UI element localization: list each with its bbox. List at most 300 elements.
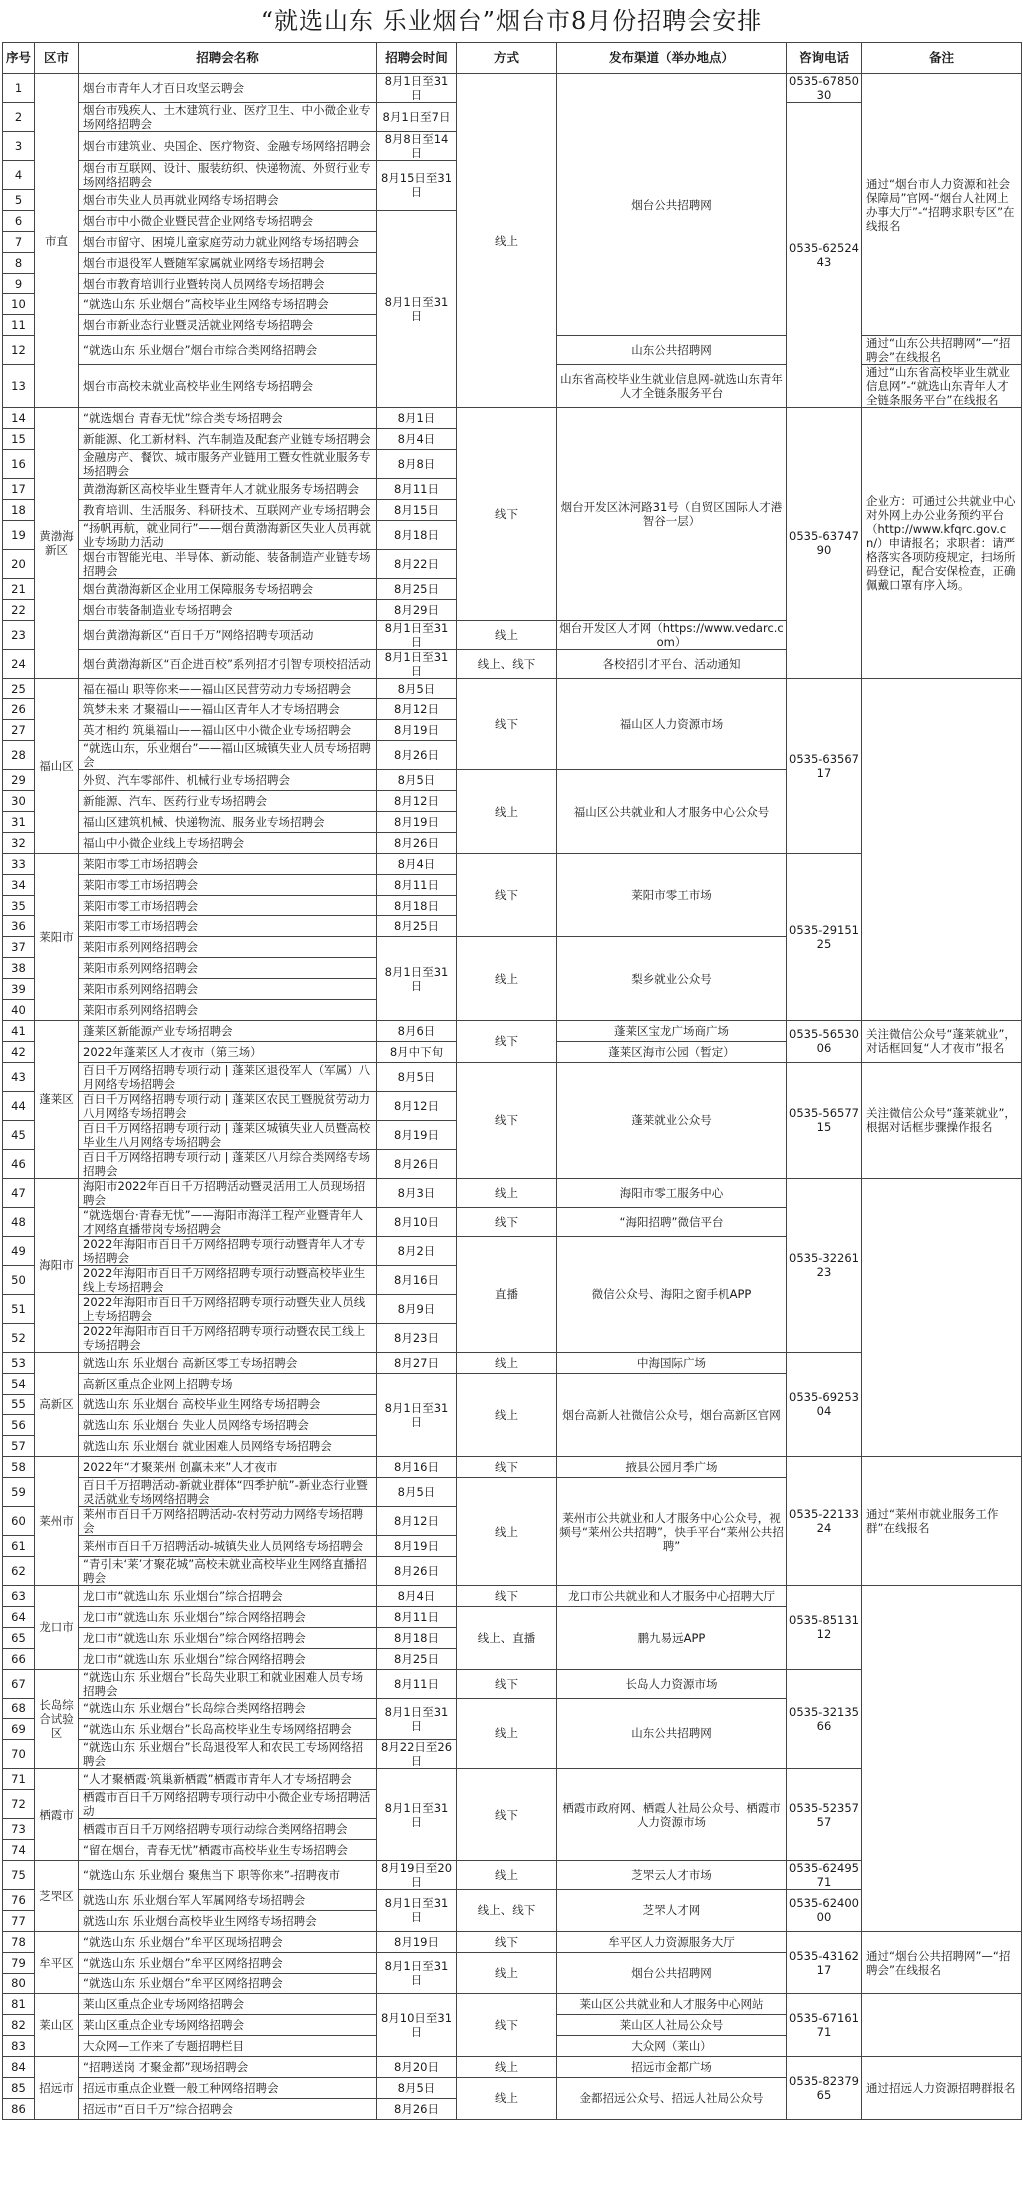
table-row — [3, 1020, 1022, 1041]
fair-name-cell: 烟台市失业人员再就业网络专场招聘会 — [79, 190, 377, 211]
fair-time-cell: 8月26日 — [377, 2098, 457, 2119]
fair-time-cell: 8月25日 — [377, 578, 457, 599]
channel-cell: 烟台高新人社微信公众号，烟台高新区官网 — [557, 1373, 787, 1457]
row-index: 86 — [3, 2098, 35, 2119]
fair-name-cell: 2022年“才聚莱州 创赢未来”人才夜市 — [79, 1457, 377, 1478]
row-index: 83 — [3, 2036, 35, 2057]
row-index: 8 — [3, 252, 35, 273]
row-index: 14 — [3, 408, 35, 429]
table-row — [3, 408, 1022, 429]
fair-name-cell: 龙口市“就选山东 乐业烟台”综合网络招聘会 — [79, 1648, 377, 1669]
fair-time-cell: 8月18日 — [377, 1627, 457, 1648]
row-index: 82 — [3, 2015, 35, 2036]
fair-time-cell: 8月26日 — [377, 1149, 457, 1178]
mode-cell: 线下 — [457, 853, 557, 937]
fair-time-cell: 8月19日 — [377, 1931, 457, 1952]
row-index: 81 — [3, 1994, 35, 2015]
phone-cell: 0535-6785030 — [787, 74, 862, 103]
channel-cell: 烟台公共招聘网 — [557, 74, 787, 336]
row-index: 66 — [3, 1648, 35, 1669]
fair-name-cell: 教育培训、生活服务、科研技术、互联网产业专场招聘会 — [79, 499, 377, 520]
fair-name-cell: “就选山东 乐业烟台”烟台市综合类网络招聘会 — [79, 336, 377, 365]
row-index: 18 — [3, 499, 35, 520]
row-index: 74 — [3, 1840, 35, 1861]
fair-time-cell: 8月11日 — [377, 479, 457, 500]
job-fair-schedule-table — [2, 42, 1022, 2120]
table-row — [3, 1062, 1022, 1091]
table-row — [3, 1994, 1022, 2015]
fair-time-cell: 8月1日至31日 — [377, 649, 457, 678]
channel-cell: 蓬莱区海市公园（暂定） — [557, 1041, 787, 1062]
phone-cell: 0535-6374790 — [787, 408, 862, 678]
mode-cell: 线下 — [457, 1062, 557, 1178]
fair-time-cell: 8月5日 — [377, 1478, 457, 1507]
mode-cell: 线上 — [457, 1478, 557, 1586]
fair-time-cell: 8月27日 — [377, 1352, 457, 1373]
phone-cell: 0535-5235757 — [787, 1769, 862, 1861]
fair-time-cell: 8月22日 — [377, 549, 457, 578]
row-index: 59 — [3, 1478, 35, 1507]
phone-cell: 0535-8237965 — [787, 2057, 862, 2120]
fair-time-cell: 8月4日 — [377, 429, 457, 450]
channel-cell: 鹏九易远APP — [557, 1606, 787, 1669]
mode-cell: 线上 — [457, 1860, 557, 1889]
mode-cell: 线上 — [457, 2057, 557, 2078]
channel-cell: 莱山区人社局公众号 — [557, 2015, 787, 2036]
row-index: 26 — [3, 699, 35, 720]
remarks-cell — [862, 1994, 1022, 2057]
fair-time-cell: 8月25日 — [377, 1648, 457, 1669]
table-row — [3, 1931, 1022, 1952]
fair-time-cell: 8月12日 — [377, 791, 457, 812]
district-cell: 招远市 — [35, 2057, 79, 2120]
channel-cell: 山东省高校毕业生就业信息网-就选山东青年人才全链条服务平台 — [557, 365, 787, 408]
mode-cell: 线上 — [457, 620, 557, 649]
row-index: 16 — [3, 450, 35, 479]
channel-cell: 芝罘云人才市场 — [557, 1860, 787, 1889]
channel-cell: 芝罘人才网 — [557, 1889, 787, 1931]
fair-name-cell: 烟台市建筑业、央国企、医疗物资、金融专场网络招聘会 — [79, 132, 377, 161]
district-cell: 海阳市 — [35, 1178, 79, 1352]
fair-name-cell: 就选山东 乐业烟台军人军属网络专场招聘会 — [79, 1889, 377, 1910]
row-index: 41 — [3, 1020, 35, 1041]
fair-name-cell: 莱阳市系列网络招聘会 — [79, 958, 377, 979]
mode-cell: 线下 — [457, 1457, 557, 1478]
channel-cell: 烟台开发区人才网（https://www.vedarc.com） — [557, 620, 787, 649]
row-index: 48 — [3, 1207, 35, 1236]
mode-cell: 线下 — [457, 1994, 557, 2057]
row-index: 20 — [3, 549, 35, 578]
fair-time-cell: 8月19日 — [377, 812, 457, 833]
mode-cell: 线上、线下 — [457, 649, 557, 678]
fair-time-cell: 8月18日 — [377, 520, 457, 549]
phone-cell: 0535-6252443 — [787, 103, 862, 408]
row-index: 56 — [3, 1415, 35, 1436]
row-index: 25 — [3, 678, 35, 699]
fair-time-cell: 8月26日 — [377, 741, 457, 770]
row-index: 22 — [3, 599, 35, 620]
mode-cell: 线下 — [457, 1585, 557, 1606]
mode-cell: 线上 — [457, 1352, 557, 1373]
channel-cell: 蓬莱就业公众号 — [557, 1062, 787, 1178]
fair-time-cell: 8月1日至31日 — [377, 210, 457, 407]
row-index: 35 — [3, 895, 35, 916]
phone-cell: 0535-8513112 — [787, 1585, 862, 1669]
row-index: 17 — [3, 479, 35, 500]
fair-name-cell: 2022年海阳市百日千万网络招聘专项行动暨高校毕业生线上专场招聘会 — [79, 1265, 377, 1294]
row-index: 71 — [3, 1769, 35, 1790]
mode-cell: 线上、直播 — [457, 1606, 557, 1669]
row-index: 46 — [3, 1149, 35, 1178]
row-index: 30 — [3, 791, 35, 812]
row-index: 43 — [3, 1062, 35, 1091]
mode-cell: 线上 — [457, 1952, 557, 1994]
fair-name-cell: 龙口市“就选山东 乐业烟台”综合招聘会 — [79, 1585, 377, 1606]
row-index: 2 — [3, 103, 35, 132]
row-index: 6 — [3, 210, 35, 231]
remarks-cell: 通过“烟台公共招聘网”—“招聘会”在线报名 — [862, 1931, 1022, 1994]
district-cell: 黄渤海新区 — [35, 408, 79, 678]
fair-time-cell: 8月1日至31日 — [377, 1769, 457, 1861]
row-index: 62 — [3, 1556, 35, 1585]
fair-name-cell: 高新区重点企业网上招聘专场 — [79, 1373, 377, 1394]
fair-name-cell: 2022年海阳市百日千万网络招聘专项行动暨青年人才专场招聘会 — [79, 1236, 377, 1265]
fair-time-cell: 8月1日至31日 — [377, 620, 457, 649]
row-index: 79 — [3, 1952, 35, 1973]
fair-name-cell: 招远市“百日千万”综合招聘会 — [79, 2098, 377, 2119]
fair-time-cell: 8月23日 — [377, 1323, 457, 1352]
fair-name-cell: 莱山区重点企业专场网络招聘会 — [79, 2015, 377, 2036]
row-index: 37 — [3, 937, 35, 958]
fair-name-cell: 就选山东 乐业烟台 高校毕业生网络专场招聘会 — [79, 1394, 377, 1415]
remarks-cell: 通过“莱州市就业服务工作群”在线报名 — [862, 1457, 1022, 1586]
fair-name-cell: 烟台市留守、困境儿童家庭劳动力就业网络专场招聘会 — [79, 231, 377, 252]
row-index: 7 — [3, 231, 35, 252]
row-index: 34 — [3, 874, 35, 895]
fair-name-cell: “就选山东 乐业烟台”长岛失业职工和就业困难人员专场招聘会 — [79, 1669, 377, 1698]
mode-cell: 线下 — [457, 1669, 557, 1698]
remarks-cell: 关注微信公众号“蓬莱就业”，对话框回复“人才夜市”报名 — [862, 1020, 1022, 1062]
fair-time-cell: 8月1日至31日 — [377, 1373, 457, 1457]
channel-cell: 烟台公共招聘网 — [557, 1952, 787, 1994]
channel-cell: 招远市金都广场 — [557, 2057, 787, 2078]
row-index: 21 — [3, 578, 35, 599]
row-index: 73 — [3, 1819, 35, 1840]
fair-name-cell: 烟台市教育培训行业暨转岗人员网络专场招聘会 — [79, 273, 377, 294]
fair-time-cell: 8月11日 — [377, 1606, 457, 1627]
row-index: 31 — [3, 812, 35, 833]
fair-name-cell: 莱山区重点企业专场网络招聘会 — [79, 1994, 377, 2015]
fair-name-cell: 烟台黄渤海新区“百日千万”网络招聘专项活动 — [79, 620, 377, 649]
channel-cell: 海阳市零工服务中心 — [557, 1178, 787, 1207]
phone-cell: 0535-5653006 — [787, 1020, 862, 1062]
row-index: 77 — [3, 1910, 35, 1931]
header-mode: 方式 — [457, 43, 557, 74]
row-index: 76 — [3, 1889, 35, 1910]
district-cell: 莱州市 — [35, 1457, 79, 1586]
fair-time-cell: 8月26日 — [377, 1556, 457, 1585]
fair-time-cell: 8月1日 — [377, 408, 457, 429]
fair-time-cell: 8月1日至31日 — [377, 1889, 457, 1931]
channel-cell: 福山区人力资源市场 — [557, 678, 787, 770]
phone-cell: 0535-2915125 — [787, 853, 862, 1020]
row-index: 27 — [3, 720, 35, 741]
row-index: 13 — [3, 365, 35, 408]
fair-name-cell: “留在烟台，青春无忧”栖霞市高校毕业生专场招聘会 — [79, 1840, 377, 1861]
fair-name-cell: 烟台市互联网、设计、服装纺织、快递物流、外贸行业专场网络招聘会 — [79, 161, 377, 190]
channel-cell: 莱山区公共就业和人才服务中心网站 — [557, 1994, 787, 2015]
table-body — [3, 74, 1022, 2120]
fair-name-cell: “招聘送岗 才聚金都”现场招聘会 — [79, 2057, 377, 2078]
fair-name-cell: 莱阳市零工市场招聘会 — [79, 874, 377, 895]
channel-cell: 龙口市公共就业和人才服务中心招聘大厅 — [557, 1585, 787, 1606]
row-index: 4 — [3, 161, 35, 190]
row-index: 44 — [3, 1091, 35, 1120]
fair-time-cell: 8月15日 — [377, 499, 457, 520]
phone-cell: 0535-6356717 — [787, 678, 862, 853]
phone-cell: 0535-6716171 — [787, 1994, 862, 2057]
channel-cell: 牟平区人力资源服务大厅 — [557, 1931, 787, 1952]
fair-time-cell: 8月12日 — [377, 699, 457, 720]
fair-time-cell: 8月1日至31日 — [377, 1698, 457, 1740]
mode-cell: 线下 — [457, 1769, 557, 1861]
mode-cell: 直播 — [457, 1236, 557, 1352]
fair-name-cell: 2022年蓬莱区人才夜市（第三场） — [79, 1041, 377, 1062]
mode-cell: 线上、线下 — [457, 1889, 557, 1931]
fair-time-cell: 8月15日至31日 — [377, 161, 457, 211]
fair-time-cell: 8月5日 — [377, 2077, 457, 2098]
fair-name-cell: 筑梦未来 才聚福山——福山区青年人才专场招聘会 — [79, 699, 377, 720]
phone-cell: 0535-6925304 — [787, 1352, 862, 1456]
fair-time-cell: 8月3日 — [377, 1178, 457, 1207]
channel-cell: 梨乡就业公众号 — [557, 937, 787, 1021]
fair-time-cell: 8月16日 — [377, 1457, 457, 1478]
channel-cell: 蓬莱区宝龙广场商广场 — [557, 1020, 787, 1041]
fair-time-cell: 8月22日至26日 — [377, 1740, 457, 1769]
fair-time-cell: 8月10日 — [377, 1207, 457, 1236]
fair-name-cell: 烟台市高校未就业高校毕业生网络专场招聘会 — [79, 365, 377, 408]
fair-time-cell: 8月5日 — [377, 770, 457, 791]
fair-name-cell: 龙口市“就选山东 乐业烟台”综合网络招聘会 — [79, 1627, 377, 1648]
fair-name-cell: 烟台市中小微企业暨民营企业网络专场招聘会 — [79, 210, 377, 231]
channel-cell: “海阳招聘”微信平台 — [557, 1207, 787, 1236]
row-index: 57 — [3, 1436, 35, 1457]
phone-cell: 0535-2213324 — [787, 1457, 862, 1586]
channel-cell: 莱州市公共就业和人才服务中心公众号，视频号“莱州公共招聘”，快手平台“莱州公共招聘” — [557, 1478, 787, 1586]
row-index: 72 — [3, 1790, 35, 1819]
fair-time-cell: 8月18日 — [377, 895, 457, 916]
table-row — [3, 2057, 1022, 2078]
phone-cell: 0535-6240000 — [787, 1889, 862, 1931]
fair-time-cell: 8月25日 — [377, 916, 457, 937]
row-index: 24 — [3, 649, 35, 678]
row-index: 51 — [3, 1294, 35, 1323]
row-index: 61 — [3, 1536, 35, 1557]
channel-cell: 烟台开发区沐河路31号（自贸区国际人才港智谷一层） — [557, 408, 787, 620]
row-index: 5 — [3, 190, 35, 211]
district-cell: 栖霞市 — [35, 1769, 79, 1861]
fair-time-cell: 8月中下旬 — [377, 1041, 457, 1062]
fair-time-cell: 8月19日 — [377, 720, 457, 741]
header-index: 序号 — [3, 43, 35, 74]
fair-name-cell: 福山区建筑机械、快递物流、服务业专场招聘会 — [79, 812, 377, 833]
fair-name-cell: “就选山东 乐业烟台”牟平区现场招聘会 — [79, 1931, 377, 1952]
fair-name-cell: 莱州市百日千万招聘活动-城镇失业人员网络专场招聘会 — [79, 1536, 377, 1557]
channel-cell: 金都招远公众号、招远人社局公众号 — [557, 2077, 787, 2119]
fair-name-cell: 栖霞市百日千万网络招聘专项行动中小微企业专场招聘活动 — [79, 1790, 377, 1819]
mode-cell: 线下 — [457, 408, 557, 620]
row-index: 1 — [3, 74, 35, 103]
fair-name-cell: 就选山东 乐业烟台 高新区零工专场招聘会 — [79, 1352, 377, 1373]
channel-cell: 各校招引才平台、活动通知 — [557, 649, 787, 678]
fair-name-cell: 大众网—工作来了专题招聘栏目 — [79, 2036, 377, 2057]
remarks-cell: 通过“烟台市人力资源和社会保障局”官网-“烟台人社网上办事大厅”-“招聘求职专区”在线报名 — [862, 74, 1022, 336]
fair-name-cell: 百日千万网络招聘专项行动 | 蓬莱区退役军人（军属）八月网络专场招聘会 — [79, 1062, 377, 1091]
fair-name-cell: 烟台市青年人才百日攻坚云聘会 — [79, 74, 377, 103]
header-remarks: 备注 — [862, 43, 1022, 74]
phone-cell: 0535-5657715 — [787, 1062, 862, 1178]
fair-name-cell: 龙口市“就选山东 乐业烟台”综合网络招聘会 — [79, 1606, 377, 1627]
fair-name-cell: 莱阳市系列网络招聘会 — [79, 1000, 377, 1021]
fair-time-cell: 8月1日至31日 — [377, 937, 457, 1021]
row-index: 36 — [3, 916, 35, 937]
row-index: 32 — [3, 832, 35, 853]
fair-name-cell: 就选山东 乐业烟台高校毕业生网络专场招聘会 — [79, 1910, 377, 1931]
fair-name-cell: “就选山东 乐业烟台”长岛退役军人和农民工专场网络招聘会 — [79, 1740, 377, 1769]
district-cell: 莱山区 — [35, 1994, 79, 2057]
fair-time-cell: 8月12日 — [377, 1091, 457, 1120]
fair-name-cell: “就选山东，乐业烟台”——福山区城镇失业人员专场招聘会 — [79, 741, 377, 770]
fair-name-cell: 百日千万网络招聘专项行动 | 蓬莱区农民工暨脱贫劳动力八月网络专场招聘会 — [79, 1091, 377, 1120]
fair-name-cell: 烟台市残疾人、土木建筑行业、医疗卫生、中小微企业专场网络招聘会 — [79, 103, 377, 132]
row-index: 29 — [3, 770, 35, 791]
row-index: 69 — [3, 1719, 35, 1740]
district-cell: 长岛综合试验区 — [35, 1669, 79, 1769]
fair-time-cell: 8月1日至31日 — [377, 74, 457, 103]
district-cell: 市直 — [35, 74, 79, 408]
row-index: 80 — [3, 1973, 35, 1994]
district-cell: 莱阳市 — [35, 853, 79, 1020]
row-index: 3 — [3, 132, 35, 161]
remarks-cell: 通过“山东省高校毕业生就业信息网”-“就选山东青年人才全链条服务平台”在线报名 — [862, 365, 1022, 408]
row-index: 75 — [3, 1860, 35, 1889]
fair-name-cell: 莱州市百日千万网络招聘活动-农村劳动力网络专场招聘会 — [79, 1507, 377, 1536]
fair-time-cell: 8月9日 — [377, 1294, 457, 1323]
row-index: 64 — [3, 1606, 35, 1627]
phone-cell: 0535-6249571 — [787, 1860, 862, 1889]
fair-name-cell: 2022年海阳市百日千万网络招聘专项行动暨农民工线上专场招聘会 — [79, 1323, 377, 1352]
fair-name-cell: 黄渤海新区高校毕业生暨青年人才就业服务专场招聘会 — [79, 479, 377, 500]
fair-name-cell: 栖霞市百日千万网络招聘专项行动综合类网络招聘会 — [79, 1819, 377, 1840]
fair-time-cell: 8月11日 — [377, 1669, 457, 1698]
remarks-cell — [862, 1178, 1022, 1456]
mode-cell: 线上 — [457, 1698, 557, 1769]
channel-cell: 栖霞市政府网、栖霞人社局公众号、栖霞市人力资源市场 — [557, 1769, 787, 1861]
district-cell: 高新区 — [35, 1352, 79, 1456]
fair-name-cell: “人才聚栖霞·筑巢新栖霞”栖霞市青年人才专场招聘会 — [79, 1769, 377, 1790]
row-index: 12 — [3, 336, 35, 365]
fair-name-cell: 金融房产、餐饮、城市服务产业链用工暨女性就业服务专场招聘会 — [79, 450, 377, 479]
fair-name-cell: 烟台市退役军人暨随军家属就业网络专场招聘会 — [79, 252, 377, 273]
fair-name-cell: 百日千万招聘活动-新就业群体“四季护航”-新业态行业暨灵活就业专场网络招聘会 — [79, 1478, 377, 1507]
fair-name-cell: 外贸、汽车零部件、机械行业专场招聘会 — [79, 770, 377, 791]
fair-time-cell: 8月4日 — [377, 853, 457, 874]
row-index: 11 — [3, 315, 35, 336]
fair-name-cell: 莱阳市零工市场招聘会 — [79, 895, 377, 916]
fair-name-cell: “就选山东 乐业烟台”高校毕业生网络专场招聘会 — [79, 294, 377, 315]
row-index: 54 — [3, 1373, 35, 1394]
fair-name-cell: 就选山东 乐业烟台 失业人员网络专场招聘会 — [79, 1415, 377, 1436]
district-cell: 蓬莱区 — [35, 1020, 79, 1178]
fair-name-cell: 招远市重点企业暨一般工种网络招聘会 — [79, 2077, 377, 2098]
row-index: 19 — [3, 520, 35, 549]
fair-name-cell: 新能源、化工新材料、汽车制造及配套产业链专场招聘会 — [79, 429, 377, 450]
fair-time-cell: 8月11日 — [377, 874, 457, 895]
row-index: 85 — [3, 2077, 35, 2098]
remarks-cell — [862, 1585, 1022, 1931]
fair-time-cell: 8月19日 — [377, 1120, 457, 1149]
remarks-cell: 企业方：可通过公共就业中心对外网上办公业务预约平台（http://www.kfqrc.gov.cn/）申请报名；求职者：请严格落实各项防疫规定，扫场所码登记，配合安保检查，正确佩戴口罩有序入场。 — [862, 408, 1022, 678]
channel-cell: 长岛人力资源市场 — [557, 1669, 787, 1698]
table-row — [3, 1457, 1022, 1478]
row-index: 40 — [3, 1000, 35, 1021]
fair-time-cell: 8月5日 — [377, 678, 457, 699]
fair-time-cell: 8月19日 — [377, 1536, 457, 1557]
fair-name-cell: “就选山东 乐业烟台”牟平区网络招聘会 — [79, 1952, 377, 1973]
row-index: 52 — [3, 1323, 35, 1352]
fair-name-cell: 烟台市装备制造业专场招聘会 — [79, 599, 377, 620]
mode-cell: 线下 — [457, 1931, 557, 1952]
fair-name-cell: 莱阳市零工市场招聘会 — [79, 916, 377, 937]
fair-time-cell: 8月1日至31日 — [377, 1952, 457, 1994]
fair-name-cell: “青引未‘莱’才聚花城”高校未就业高校毕业生网络直播招聘会 — [79, 1556, 377, 1585]
fair-name-cell: “就选山东 乐业烟台”长岛高校毕业生专场网络招聘会 — [79, 1719, 377, 1740]
district-cell: 福山区 — [35, 678, 79, 853]
row-index: 70 — [3, 1740, 35, 1769]
mode-cell: 线下 — [457, 678, 557, 770]
row-index: 28 — [3, 741, 35, 770]
row-index: 33 — [3, 853, 35, 874]
row-index: 15 — [3, 429, 35, 450]
remarks-cell — [862, 678, 1022, 1020]
row-index: 47 — [3, 1178, 35, 1207]
row-index: 55 — [3, 1394, 35, 1415]
fair-name-cell: 福山中小微企业线上专场招聘会 — [79, 832, 377, 853]
header-phone: 咨询电话 — [787, 43, 862, 74]
row-index: 10 — [3, 294, 35, 315]
table-row — [3, 1585, 1022, 1606]
row-index: 42 — [3, 1041, 35, 1062]
fair-name-cell: 就选山东 乐业烟台 就业困难人员网络专场招聘会 — [79, 1436, 377, 1457]
fair-time-cell: 8月19日至20日 — [377, 1860, 457, 1889]
table-row — [3, 74, 1022, 103]
fair-name-cell: “扬帆再航，就业同行”——烟台黄渤海新区失业人员再就业专场助力活动 — [79, 520, 377, 549]
mode-cell: 线上 — [457, 1178, 557, 1207]
mode-cell: 线上 — [457, 937, 557, 1021]
fair-name-cell: 海阳市2022年百日千万招聘活动暨灵活用工人员现场招聘会 — [79, 1178, 377, 1207]
remarks-cell: 关注微信公众号“蓬莱就业”，根据对话框步骤操作报名 — [862, 1062, 1022, 1178]
row-index: 65 — [3, 1627, 35, 1648]
fair-time-cell: 8月1日至7日 — [377, 103, 457, 132]
fair-name-cell: 福在福山 职等你来——福山区民营劳动力专场招聘会 — [79, 678, 377, 699]
row-index: 50 — [3, 1265, 35, 1294]
fair-time-cell: 8月2日 — [377, 1236, 457, 1265]
channel-cell: 中海国际广场 — [557, 1352, 787, 1373]
fair-name-cell: 英才相约 筑巢福山——福山区中小微企业专场招聘会 — [79, 720, 377, 741]
row-index: 63 — [3, 1585, 35, 1606]
header-district: 区市 — [35, 43, 79, 74]
row-index: 67 — [3, 1669, 35, 1698]
